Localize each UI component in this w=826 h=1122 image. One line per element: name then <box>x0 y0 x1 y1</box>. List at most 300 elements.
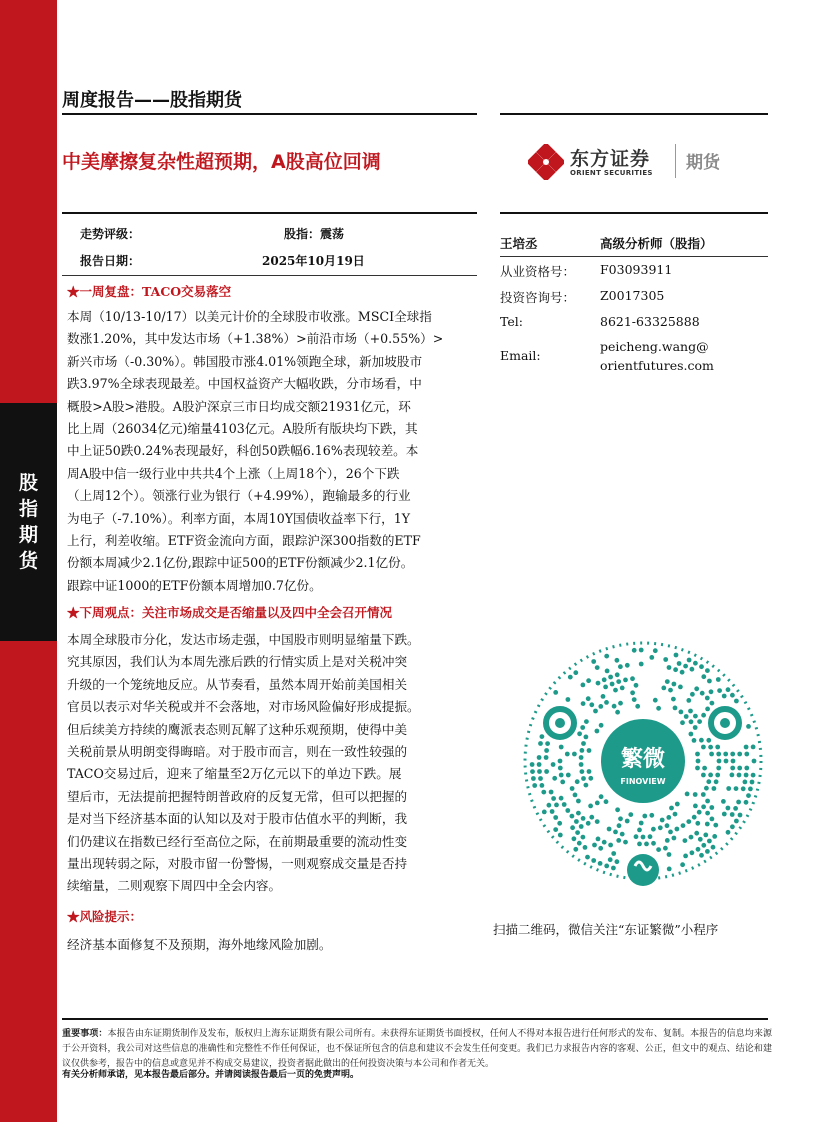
qr-dot <box>577 841 582 846</box>
qr-dot <box>566 697 571 702</box>
text-line: 但后续美方持续的鹰派表态则瓦解了这种乐观预期，使得中美 <box>67 721 408 737</box>
qr-dot <box>726 830 731 835</box>
qr-dot <box>577 731 582 736</box>
qr-dot <box>617 823 622 828</box>
qr-dot <box>581 776 586 781</box>
qr-dot <box>669 806 674 811</box>
qr-dot <box>612 704 617 709</box>
qr-dot <box>603 685 608 690</box>
qr-dot <box>598 861 603 866</box>
qr-dot <box>726 687 731 692</box>
qr-dot <box>679 710 684 715</box>
qr-dot <box>695 752 700 757</box>
qr-dot <box>649 813 654 818</box>
qr-dot <box>730 766 735 771</box>
text-line: 是对当下经济基本面的认知以及对于股市估值水平的判断，我 <box>67 811 408 827</box>
qr-dot <box>746 793 751 798</box>
qr-dot <box>708 773 713 778</box>
qr-dot <box>751 745 756 750</box>
qr-dot <box>615 658 620 663</box>
qr-dot <box>701 804 706 809</box>
qr-dot <box>699 853 704 858</box>
text-line: TACO交易过后，迎来了缩量至2万亿元以下的单边下跌。展 <box>67 766 402 782</box>
qr-dot <box>570 786 575 791</box>
qr-dot <box>572 836 577 841</box>
qr-dot <box>544 748 549 753</box>
qr-dot <box>717 688 722 693</box>
qr-dot <box>568 675 573 680</box>
trend-label: 走势评级： <box>80 227 141 241</box>
qr-dot <box>644 842 649 847</box>
qr-dot <box>565 808 570 813</box>
qr-dot <box>684 714 689 719</box>
qr-dot <box>637 842 642 847</box>
qr-dot <box>579 755 584 760</box>
page-title: 中美摩擦复杂性超预期，A股高位回调 <box>62 151 381 173</box>
qr-dot <box>623 840 628 845</box>
qr-dot <box>694 831 699 836</box>
text-line: 跌3.97%全球表现最差。中国权益资产大幅收跌，分市场看，中 <box>67 376 422 392</box>
tel-value: 8621-63325888 <box>600 314 700 329</box>
date-label: 报告日期： <box>80 254 141 268</box>
qr-dot <box>705 849 710 854</box>
qr-dot <box>717 759 722 764</box>
qr-dot <box>608 843 613 848</box>
qr-dot <box>553 827 558 832</box>
qr-dot <box>743 780 748 785</box>
qr-dot <box>623 678 628 683</box>
report-type: 周度报告——股指期货 <box>62 90 242 111</box>
qr-dot <box>661 686 666 691</box>
qr-dot <box>580 725 585 730</box>
qr-dot <box>701 773 706 778</box>
section-body-risk <box>67 934 469 956</box>
qr-dot <box>681 823 686 828</box>
text-line: 望后市，无法提前把握特朗普政府的反复无常，但可以把握的 <box>67 788 408 804</box>
text-line: 比上周（26034亿元)缩量4103亿元。A股所有版块均下跌，其 <box>67 421 418 437</box>
qr-dot <box>693 714 698 719</box>
qr-dot <box>690 667 695 672</box>
text-line: 续缩量，二则观察下周四中全会内容。 <box>67 878 282 894</box>
qr-dot <box>693 661 698 666</box>
text-line: 本周全球股市分化，发达市场走强，中国股市则明显缩量下跌。 <box>67 632 420 647</box>
qr-dot <box>695 821 700 826</box>
meta-bottom-rule <box>62 275 477 276</box>
qr-dot <box>660 818 665 823</box>
qr-dot <box>584 719 589 724</box>
qr-dot <box>579 762 584 767</box>
qr-dot <box>705 822 710 827</box>
qr-dot <box>613 688 618 693</box>
qr-dot <box>580 769 585 774</box>
qr-dot <box>688 709 693 714</box>
section-body-outlook <box>67 629 469 898</box>
qr-dot <box>588 804 593 809</box>
text-line: 数涨1.20%，其中发达市场（+1.38%）>前沿市场（+0.55%）> <box>67 331 444 347</box>
qr-dot <box>608 675 613 680</box>
qr-dot <box>576 811 581 816</box>
qr-dot <box>665 838 670 843</box>
date-value: 2025年10月19日 <box>262 254 365 268</box>
qr-dot <box>583 845 588 850</box>
text-line: 中上证50跌0.24%表现最好，科创50跌幅6.16%表现较差。本 <box>67 443 419 459</box>
qr-dot <box>596 681 601 686</box>
qr-dot <box>680 862 685 867</box>
qr-dot <box>711 845 716 850</box>
qr-dot <box>531 776 536 781</box>
tel-label: Tel: <box>500 314 523 329</box>
qr-dot <box>602 677 607 682</box>
qr-dot <box>605 669 610 674</box>
qr-dot <box>716 752 721 757</box>
qr-dot <box>658 825 663 830</box>
qr-dot <box>604 654 609 659</box>
qr-dot <box>744 773 749 778</box>
qr-dot <box>744 752 749 757</box>
qr-dot <box>667 852 672 857</box>
consulting-label: 投资咨询号： <box>500 290 576 305</box>
qr-dot <box>697 810 702 815</box>
qr-dot <box>595 665 600 670</box>
index-value: 震荡 <box>320 227 345 241</box>
qr-dot <box>598 846 603 851</box>
qr-dot <box>748 787 753 792</box>
qr-dot <box>628 812 633 817</box>
qr-dot <box>584 783 589 788</box>
qr-dot <box>733 806 738 811</box>
qr-dot <box>573 793 578 798</box>
qr-dot <box>705 696 710 701</box>
text-line: 上行，利差收缩。ETF资金流向方面，跟踪沪深300指数的ETF <box>67 533 421 549</box>
qr-dot <box>540 783 545 788</box>
qr-dot <box>576 799 581 804</box>
qr-dot <box>678 685 683 690</box>
qr-dot <box>572 752 577 757</box>
qr-dot <box>639 648 644 653</box>
qr-dot <box>544 755 549 760</box>
qr-dot <box>634 683 639 688</box>
qr-dot <box>731 759 736 764</box>
mini-program-qr-code[interactable] <box>520 638 766 898</box>
qr-dot <box>581 701 586 706</box>
qr-dot <box>558 766 563 771</box>
qr-dot <box>604 700 609 705</box>
qr-dot <box>618 701 623 706</box>
qr-dot <box>705 668 710 673</box>
qr-dot <box>690 850 695 855</box>
qr-dot <box>530 762 535 767</box>
qr-dot <box>570 825 575 830</box>
qr-dot <box>551 796 556 801</box>
qr-dot <box>680 720 685 725</box>
qr-dot <box>538 776 543 781</box>
text-line: 升级的一个笼统地反应。从节奏看，虽然本周开始前美国相关 <box>67 676 408 692</box>
qr-dot <box>708 745 713 750</box>
qr-dot <box>690 692 695 697</box>
text-line: （上周12个）。领涨行业为银行（+4.99%），跑输最多的行业 <box>67 488 411 504</box>
qr-dot <box>625 663 630 668</box>
qr-dot <box>595 819 600 824</box>
text-line: 究其原因，我们认为本周先涨后跌的行情实质上是对关税冲突 <box>67 654 408 670</box>
qr-dot <box>730 773 735 778</box>
qr-dot <box>694 686 699 691</box>
section-heading-review: ★一周复盘：TACO交易落空 <box>67 284 232 299</box>
qr-dot <box>683 854 688 859</box>
qr-dot <box>551 762 556 767</box>
qr-dot <box>653 698 658 703</box>
qr-dot <box>574 819 579 824</box>
qr-dot <box>668 830 673 835</box>
qr-dot <box>592 843 597 848</box>
qr-dot <box>741 786 746 791</box>
qr-dot <box>549 790 554 795</box>
qr-dot <box>698 837 703 842</box>
text-line: 跟踪中证1000的ETF份额本周增加0.7亿份。 <box>67 577 322 593</box>
qr-dot <box>575 830 580 835</box>
qr-dot <box>744 745 749 750</box>
qr-dot <box>689 732 694 737</box>
qr-dot <box>703 833 708 838</box>
qr-dot <box>696 759 701 764</box>
qr-dot <box>589 815 594 820</box>
text-line: 周A股中信一级行业中共共4个上涨（上周18个），26个下跌 <box>67 465 400 481</box>
qr-dot <box>593 709 598 714</box>
qr-dot <box>705 811 710 816</box>
text-line: 份额本周减少2.1亿份,跟踪中证500的ETF份额减少2.1亿份。 <box>67 555 414 571</box>
analyst-name: 王培丞 <box>500 236 538 251</box>
qr-dot <box>595 801 600 806</box>
qr-dot <box>734 699 739 704</box>
qr-center-text: 繁微 <box>620 747 666 772</box>
qr-dot <box>689 835 694 840</box>
qr-dot <box>639 662 644 667</box>
qr-dot <box>683 838 688 843</box>
qr-dot <box>648 834 653 839</box>
qr-dot <box>559 745 564 750</box>
qr-dot <box>701 713 706 718</box>
qr-dot <box>639 821 644 826</box>
qr-dot <box>738 813 743 818</box>
qr-dot <box>701 745 706 750</box>
qr-dot <box>696 847 701 852</box>
qr-dot <box>734 819 739 824</box>
section-heading-risk: ★风险提示： <box>67 909 143 924</box>
logo-mark-icon <box>528 144 564 180</box>
qr-dot <box>683 664 688 669</box>
qr-dot <box>616 838 621 843</box>
qr-dot <box>709 752 714 757</box>
qr-dot <box>537 755 542 760</box>
qr-dot <box>537 769 542 774</box>
disclaimer-label: 重要事项： <box>62 1029 108 1039</box>
qr-dot <box>586 678 591 683</box>
qr-dot <box>722 812 727 817</box>
qr-dot <box>615 859 620 864</box>
qr-dot <box>579 824 584 829</box>
qr-dot <box>712 834 717 839</box>
logo-name-en: ORIENT SECURITIES <box>570 169 653 177</box>
text-line: 官员以表示对华关税或并不会落地，对市场风险偏好形成提振。 <box>67 699 420 715</box>
qr-dot <box>709 805 714 810</box>
qualification-value: F03093911 <box>600 262 673 277</box>
qr-dot <box>537 762 542 767</box>
text-line: 关税前景从明朗变得晦暗。对于股市而言，则在一致性较强的 <box>67 744 408 760</box>
qr-dot <box>554 803 559 808</box>
qr-dot <box>641 835 646 840</box>
qr-dot <box>706 779 711 784</box>
qr-dot <box>591 858 596 863</box>
qr-dot <box>541 790 546 795</box>
qr-dot <box>575 779 580 784</box>
qr-dot <box>702 766 707 771</box>
qr-dot <box>610 682 615 687</box>
qr-dot <box>707 679 712 684</box>
qr-dot <box>656 706 661 711</box>
footer-rule <box>62 1018 768 1020</box>
email-value-line2: orientfutures.com <box>600 358 714 373</box>
qr-dot <box>715 773 720 778</box>
qr-dot <box>687 658 692 663</box>
qr-dot <box>604 864 609 869</box>
qr-dot <box>699 664 704 669</box>
qr-dot <box>704 786 709 791</box>
qr-dot <box>701 843 706 848</box>
qr-dot <box>730 812 735 817</box>
qr-dot <box>580 748 585 753</box>
qualification-label: 从业资格号： <box>500 264 576 279</box>
qr-dot <box>673 706 678 711</box>
qr-dot <box>595 729 600 734</box>
qr-dot <box>667 867 672 872</box>
qr-dot <box>737 752 742 757</box>
qr-dot <box>642 814 647 819</box>
qr-dot <box>634 834 639 839</box>
qr-caption: 扫描二维码，微信关注“东证繁微”小程序 <box>493 922 719 937</box>
qr-dot <box>601 694 606 699</box>
meta-top-rule <box>62 212 477 214</box>
qr-dot <box>530 769 535 774</box>
qr-center-subtext: FINOVIEW <box>620 777 666 786</box>
analyst-top-rule <box>500 212 768 214</box>
qr-dot <box>570 814 575 819</box>
section-heading-outlook: ★下周观点：关注市场成交是否缩量以及四中全会召开情况 <box>67 605 393 620</box>
qr-dot <box>699 738 704 743</box>
qr-dot <box>666 815 671 820</box>
qr-dot <box>586 696 591 701</box>
qr-dot <box>716 766 721 771</box>
qr-dot <box>721 799 726 804</box>
qr-dot <box>565 752 570 757</box>
qr-dot <box>671 697 676 702</box>
qr-dot <box>558 833 563 838</box>
qr-dot <box>573 847 578 852</box>
company-logo <box>528 142 768 182</box>
qr-dot <box>656 847 661 852</box>
qr-dot <box>599 794 604 799</box>
qr-dot <box>746 724 751 729</box>
qr-dot <box>602 840 607 845</box>
qr-dot <box>692 815 697 820</box>
analyst-title: 高级分析师（股指） <box>600 236 713 251</box>
qr-dot <box>689 719 694 724</box>
qr-dot <box>608 857 613 862</box>
qr-dot <box>584 735 589 740</box>
qr-dot <box>693 792 698 797</box>
qr-dot <box>724 759 729 764</box>
qr-dot <box>613 830 618 835</box>
qr-dot <box>730 693 735 698</box>
qr-dot <box>618 664 623 669</box>
qr-dot <box>723 752 728 757</box>
qr-dot <box>615 672 620 677</box>
qr-dot <box>744 800 749 805</box>
qr-dot <box>736 800 741 805</box>
header-rule-right <box>500 113 768 115</box>
qr-dot <box>545 741 550 746</box>
qr-dot <box>673 812 678 817</box>
qr-dot <box>667 665 672 670</box>
qr-dot <box>566 773 571 778</box>
disclaimer <box>62 1027 772 1072</box>
qr-dot <box>553 815 558 820</box>
qr-dot <box>709 689 714 694</box>
qr-dot <box>710 817 715 822</box>
qr-dot <box>734 786 739 791</box>
qr-dot <box>751 773 756 778</box>
qr-dot <box>635 704 640 709</box>
qr-dot <box>573 670 578 675</box>
qr-dot <box>542 810 547 815</box>
qr-dot <box>581 835 586 840</box>
qr-dot <box>599 723 604 728</box>
qr-dot <box>538 741 543 746</box>
qr-dot <box>630 676 635 681</box>
qr-dot <box>553 690 558 695</box>
analyst-rule <box>500 256 768 257</box>
text-line: 概股>A股>港股。A股沪深京三市日均成交额21931亿元，环 <box>67 398 411 414</box>
qr-dot <box>616 679 621 684</box>
qr-dot <box>620 686 625 691</box>
qr-dot <box>705 707 710 712</box>
qr-dot <box>695 766 700 771</box>
qr-dot <box>611 851 616 856</box>
text-line: 们仍建议在指数已经行至高位之际，在前期最重要的流动性变 <box>67 833 408 849</box>
qr-dot <box>540 734 545 739</box>
qr-dot <box>700 691 705 696</box>
qr-dot <box>649 655 654 660</box>
text-line: 为电子（-7.10%）。利率方面，本周10Y国债收益率下行，1Y <box>67 510 411 526</box>
category-tab-label: 股 指 期 货 <box>18 472 38 572</box>
qr-dot <box>716 677 721 682</box>
qr-dot <box>713 823 718 828</box>
qr-dot <box>674 653 679 658</box>
qr-dot <box>587 769 592 774</box>
qr-dot <box>558 759 563 764</box>
qr-dot <box>587 748 592 753</box>
qr-dot <box>715 745 720 750</box>
qr-dot <box>615 807 620 812</box>
qr-dot <box>750 780 755 785</box>
qr-dot <box>722 694 727 699</box>
qr-finder-right-icon <box>711 709 739 737</box>
qr-dot <box>547 803 552 808</box>
qr-dot <box>673 667 678 672</box>
qr-dot <box>630 690 635 695</box>
qr-dot <box>663 657 668 662</box>
qr-dot <box>686 819 691 824</box>
qr-dot <box>685 792 690 797</box>
qr-dot <box>726 806 731 811</box>
